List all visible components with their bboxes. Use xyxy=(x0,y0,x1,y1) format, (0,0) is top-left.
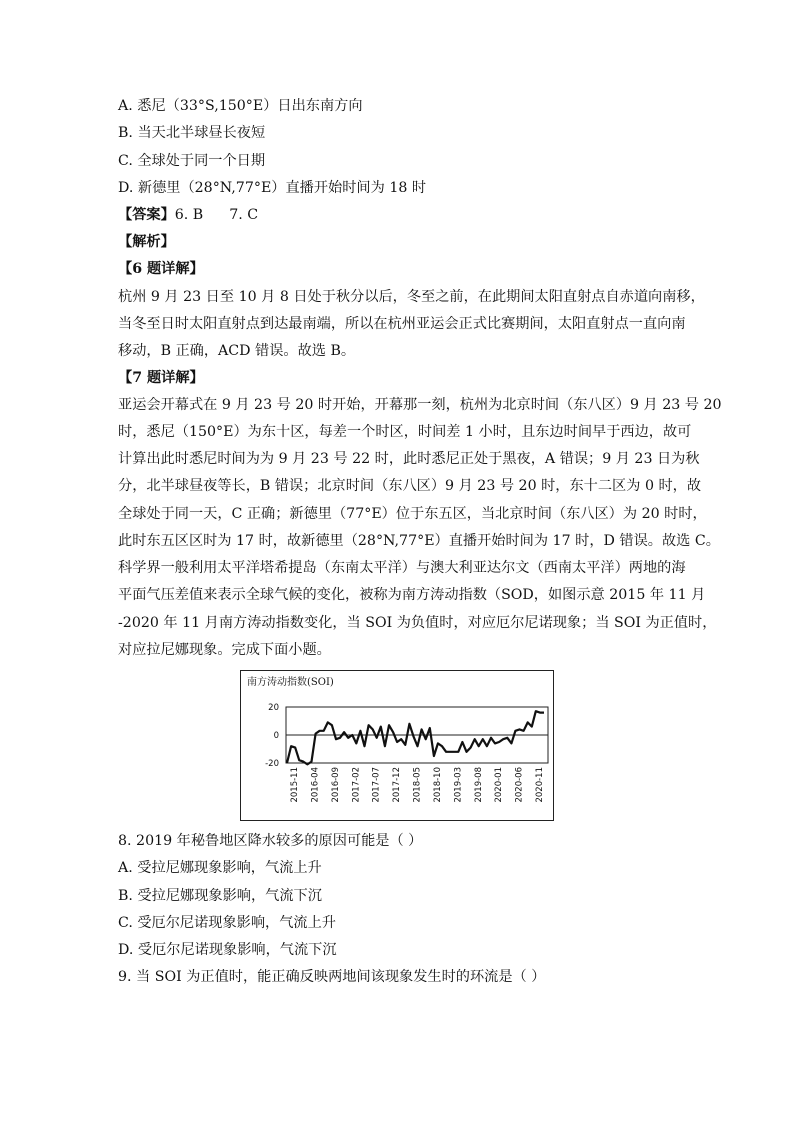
analysis-label: 【解析】 xyxy=(118,234,175,250)
passage-line: -2020 年 11 月南方涛动指数变化，当 SOI 为负值时，对应厄尔尼诺现象；当 SOI 为正值时， xyxy=(118,615,717,631)
q7-heading: 【7 题详解】 xyxy=(118,370,204,386)
x-tick-label: 2015-11 xyxy=(290,767,300,803)
x-tick-label: 2017-02 xyxy=(351,767,362,803)
y-tick-label: -20 xyxy=(265,759,279,769)
q7-line: 分，北半球昼夜等长，B 错误；北京时间（东八区）9 月 23 号 20 时，东十二区为 0 时，故 xyxy=(118,478,702,494)
chart-title: 南方涛动指数(SOI) xyxy=(247,677,334,688)
q7-line: 此时东五区区时为 17 时，故新德里（28°N,77°E）直播开始时间为 17 时，D 错误。故选 C。 xyxy=(118,533,720,549)
answer-6: 6. B xyxy=(174,207,204,223)
q8-option-a: A. 受拉尼娜现象影响，气流上升 xyxy=(118,860,322,876)
q8-stem: 8. 2019 年秘鲁地区降水较多的原因可能是（ ） xyxy=(118,833,423,849)
x-tick-label: 2019-08 xyxy=(473,767,484,803)
soi-series-line xyxy=(287,711,544,764)
option-a: A. 悉尼（33°S,150°E）日出东南方向 xyxy=(118,98,363,114)
q6-heading: 【6 题详解】 xyxy=(118,261,204,277)
x-tick-label: 2016-04 xyxy=(310,767,321,803)
answer-line xyxy=(118,205,258,225)
passage-line: 科学界一般利用太平洋塔希提岛（东南太平洋）与澳大利亚达尔文（西南太平洋）两地的海 xyxy=(118,560,686,576)
passage-line: 对应拉尼娜现象。完成下面小题。 xyxy=(118,642,331,658)
x-tick-label: 2020-06 xyxy=(514,767,525,803)
option-c: C. 全球处于同一个日期 xyxy=(118,153,266,169)
x-tick-label: 2019-03 xyxy=(453,767,464,803)
x-tick-label: 2016-09 xyxy=(330,767,341,803)
x-tick-label: 2020-01 xyxy=(494,767,505,803)
q6-line: 移动，B 正确，ACD 错误。故选 B。 xyxy=(118,343,356,359)
x-tick-label: 2017-07 xyxy=(371,767,382,803)
x-tick-label: 2018-10 xyxy=(432,767,443,803)
q8-option-b: B. 受拉尼娜现象影响，气流下沉 xyxy=(118,888,322,904)
soi-chart xyxy=(240,670,554,821)
q6-line: 杭州 9 月 23 日至 10 月 8 日处于秋分以后，冬至之前，在此期间太阳直射点自赤道向南移， xyxy=(118,289,705,305)
y-tick-label: 0 xyxy=(273,731,279,741)
soi-chart-svg xyxy=(241,671,553,820)
answer-7: 7. C xyxy=(229,207,259,223)
x-tick-label: 2017-12 xyxy=(392,767,403,803)
q7-line: 时，悉尼（150°E）为东十区，每差一个时区，时间差 1 小时，且东边时间早于西边，故可 xyxy=(118,424,692,440)
q7-line: 亚运会开幕式在 9 月 23 号 20 时开始，开幕那一刻，杭州为北京时间（东八区）9 月 23 号 20 xyxy=(118,397,722,413)
passage-line: 平面气压差值来表示全球气候的变化，被称为南方涛动指数（SOD，如图示意 2015 年 11 月 xyxy=(118,587,706,603)
q8-option-c: C. 受厄尔尼诺现象影响，气流上升 xyxy=(118,915,336,931)
q6-line: 当冬至日时太阳直射点到达最南端，所以在杭州亚运会正式比赛期间，太阳直射点一直向南 xyxy=(118,316,686,332)
q8-option-d: D. 受厄尔尼诺现象影响，气流下沉 xyxy=(118,942,337,958)
q9-stem: 9. 当 SOI 为正值时，能正确反映两地间该现象发生时的环流是（ ） xyxy=(118,969,546,985)
y-tick-label: 20 xyxy=(268,703,279,713)
x-tick-label: 2020-11 xyxy=(535,767,545,803)
answer-label: 【答案】 xyxy=(118,207,175,223)
option-d: D. 新德里（28°N,77°E）直播开始时间为 18 时 xyxy=(118,180,427,196)
q7-line: 计算出此时悉尼时间为为 9 月 23 号 22 时，此时悉尼正处于黑夜，A 错误；9 月 23 日为秋 xyxy=(118,451,700,467)
q7-line: 全球处于同一天，C 正确；新德里（77°E）位于东五区，当北京时间（东八区）为 20 时时， xyxy=(118,506,707,522)
option-b: B. 当天北半球昼长夜短 xyxy=(118,125,266,141)
x-tick-label: 2018-05 xyxy=(412,767,423,803)
